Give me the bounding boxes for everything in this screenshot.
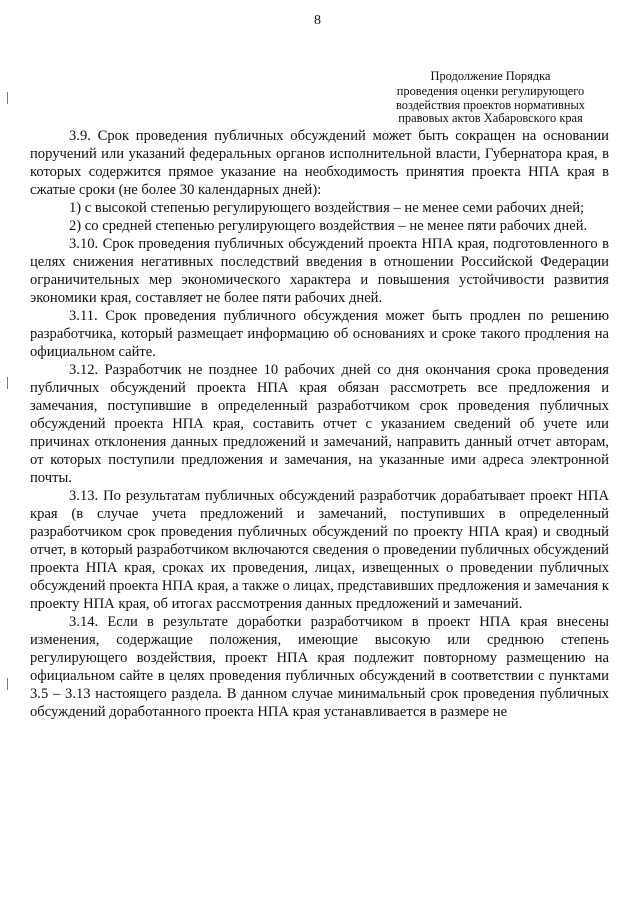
paragraph-3-12: 3.12. Разработчик не позднее 10 рабочих дней со дня окончания срока проведения публичных обсуждений проекта НПА края обязан рассмотреть все предложения и замечания, поступившие в определенный разработчиком срок проведения публичных обсуждений проекта НПА края, составить отчет с указанием сведений об учете или причинах отклонения данных предложений и замечаний, направить данный отчет авторам, от которых поступили предложения и замечания, на указанные ими адреса электронной почты. [30, 362, 609, 486]
header-title: Продолжение Порядка [430, 69, 551, 83]
paragraph-3-14: 3.14. Если в результате доработки разработчиком в проект НПА края внесены изменения, содержащие положения, имеющие высокую или среднюю степень регулирующего воздействия, проект НПА края подлежит повторному размещению на официальном сайте в целях проведения публичных обсуждений в соответствии с пунктами 3.5 – 3.13 настоящего раздела. В данном случае минимальный срок проведения публичных обсуждений доработанного проекта НПА края устанавливается в размере не [30, 614, 609, 720]
header-line: воздействия проектов нормативных [396, 97, 585, 112]
header-line: проведения оценки регулирующего [396, 84, 585, 99]
header-line: правовых актов Хабаровского края [398, 111, 583, 126]
paragraph-3-9: 3.9. Срок проведения публичных обсуждений может быть сокращен на основании поручений или указаний федеральных органов исполнительной власти, Губернатора края, в которых содержится прямое указание на необходимость принятия проекта НПА края в сжатые сроки (не более 30 календарных дней): [30, 128, 609, 198]
paragraph-3-9-item-2: 2) со средней степенью регулирующего воздействия – не менее пяти рабочих дней. [69, 218, 588, 234]
document-header [383, 70, 598, 126]
paragraph-3-11: 3.11. Срок проведения публичного обсуждения может быть продлен по решению разработчика, который размещает информацию об основаниях и сроке такого продления на официальном сайте. [30, 308, 609, 360]
paragraph-3-13: 3.13. По результатам публичных обсуждений разработчик дорабатывает проект НПА края (в случае учета предложений и замечаний, поступивших в определенный разработчиком срок проведения публичных обсуждений по проекту НПА края) и сводный отчет, в который разработчиком включаются сведения о проведении публичных обсуждений проекта НПА края, сроках их проведения, лицах, извещенных о проведении публичных обсуждений проекта НПА края, а также о лицах, представивших предложения и замечания к проекту НПА края, об итогах рассмотрения данных предложений и замечаний. [30, 488, 609, 612]
scan-margin-mark [7, 678, 8, 690]
paragraph-3-9-item-1: 1) с высокой степенью регулирующего воздействия – не менее семи рабочих дней; [69, 200, 585, 216]
paragraph-3-10: 3.10. Срок проведения публичных обсуждений проекта НПА края, подготовленного в целях снижения негативных последствий введения в отношении Российской Федерации ограничительных мер экономического характера и повышения устойчивости развития экономики края, составляет не более пяти рабочих дней. [30, 236, 609, 306]
document-body [30, 127, 609, 721]
scan-margin-mark [7, 92, 8, 104]
scan-margin-mark [7, 377, 8, 389]
page-number: 8 [314, 13, 321, 28]
